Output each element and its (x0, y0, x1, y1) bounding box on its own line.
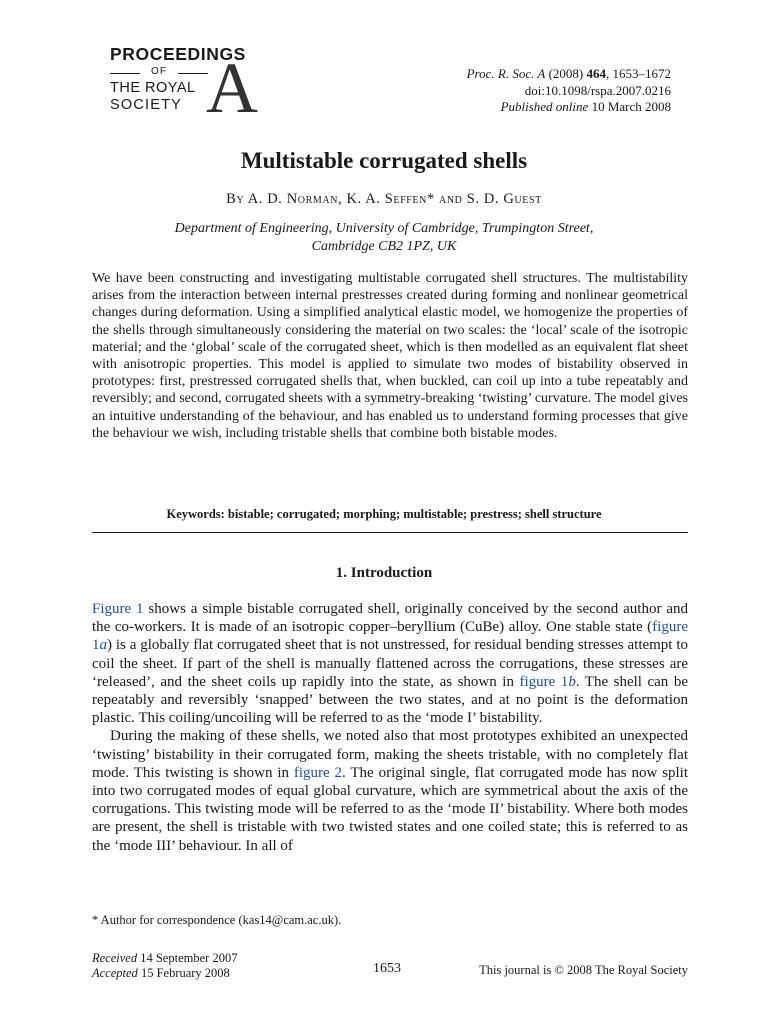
page-number: 1653 (373, 961, 401, 976)
logo-the-royal-text: THE ROYAL (110, 80, 196, 96)
section-heading-introduction: 1. Introduction (335, 565, 433, 581)
journal-year: (2008) (548, 66, 584, 81)
accepted-line (92, 966, 237, 981)
figure-1b-link[interactable] (519, 674, 575, 690)
logo-letter-a: A (206, 48, 258, 128)
para2-text-2: . The original single, flat corrugated mode has now split into two corrugated modes of equal global curvature, which are symmetrical about the axis of the corrugations. This twisting mode will be referred to as the ‘mode II’ bistability. Where both modes are present, the shell is tristable with two twisted states and one coiled state; this is referred to as the ‘mode III’ behaviour. In all of (92, 764, 688, 854)
figure-1-link[interactable]: Figure 1 (92, 601, 144, 617)
para1-text-3: . The shell can be repeatably and reversibly ‘snapped’ between the two states, and at no point is the deformation plastic. This coiling/uncoiling will be referred to as the ‘mode I’ bistability. (92, 673, 688, 727)
paper-title: Multistable corrugated shells (240, 148, 528, 173)
abstract: We have been constructing and investigating multistable corrugated shell structures. The multistability arises from the interaction between internal prestresses created during forming and nonlinear geometrical changes during deformation. Using a simplified analytical elastic model, we homogenize the properties of the shells through simultaneously considering the material on two scales: the ‘local’ scale of the isotropic material; and the ‘global’ scale of the corrugated sheet, which is then modelled as an equivalent flat sheet with anisotropic properties. This model is applied to simulate two modes of bistability observed in prototypes: first, prestressed corrugated shells that, when buckled, can coil up into a tube repeatably and reversibly; and second, corrugated sheets with a symmetry-breaking ‘twisting’ curvature. The model gives an intuitive understanding of the behaviour, and has enabled us to understand forming processes that give the behaviour we wish, including tristable shells that combine both bistable modes. (92, 271, 688, 441)
figure-1a-link-sub: a (99, 637, 107, 654)
figure-1b-link-sub: b (568, 673, 576, 690)
received-label: Received (92, 951, 138, 965)
logo-society-text: SOCIETY (110, 97, 183, 113)
paper-authors: By A. D. Norman, K. A. Seffen* and S. D. Guest (226, 191, 542, 207)
paragraph-2 (92, 727, 688, 854)
journal-volume: 464 (586, 66, 606, 81)
paragraph-1 (92, 600, 688, 727)
affiliation-line-2: Cambridge CB2 1PZ, UK (311, 239, 457, 254)
logo-proceedings-text: PROCEEDINGS (110, 44, 246, 64)
keywords: Keywords: bistable; corrugated; morphing; multistable; prestress; shell structure (166, 507, 602, 521)
published-label: Published online (500, 99, 589, 114)
doi-link[interactable]: doi:10.1098/rspa.2007.0216 (524, 82, 671, 98)
published-line (467, 99, 671, 116)
paper-affiliation (110, 220, 658, 256)
dates-block (92, 951, 237, 981)
journal-name: Proc. R. Soc. A (466, 66, 546, 81)
para2-text-1: During the making of these shells, we noted also that most prototypes exhibited an unexpected ‘twisting’ bistability in their corrugated form, making the sheets tristable, with no completely flat mode. This twisting is shown in (92, 728, 688, 781)
figure-1a-link-label: figure 1 (92, 619, 688, 654)
accepted-label: Accepted (92, 966, 138, 980)
received-date: 14 September 2007 (137, 951, 238, 965)
figure-2-link[interactable]: figure 2 (293, 764, 343, 781)
para1-text-1: shows a simple bistable corrugated shell, originally conceived by the second author and the co-workers. It is made of an isotropic copper–beryllium (CuBe) alloy. One stable state ( (92, 601, 688, 636)
copyright-notice: This journal is © 2008 The Royal Society (479, 963, 688, 977)
received-line (92, 951, 237, 966)
royal-society-logo (110, 40, 258, 128)
journal-pages: , 1653–1672 (606, 66, 671, 81)
accepted-date: 15 February 2008 (137, 966, 230, 980)
section-divider (92, 532, 688, 533)
affiliation-line-1: Department of Engineering, University of Cambridge, Trumpington Street, (174, 221, 594, 236)
citation-block (467, 66, 671, 116)
citation-journal-line (467, 66, 671, 83)
published-date: 10 March 2008 (588, 99, 671, 114)
para1-text-2: ) is a globally flat corrugated sheet that is not unstressed, for residual bending stresses attempt to coil the sheet. If part of the shell is manually flattened across the corrugations, these stresses are ‘released’, and the sheet coils up rapidly into the state, as shown in (92, 637, 688, 690)
footnote: * Author for correspondence (kas14@cam.ac.uk). (92, 913, 342, 927)
figure-1b-link-label: figure 1 (519, 673, 569, 690)
body-text (92, 600, 688, 855)
logo-of-text: OF (110, 66, 208, 80)
